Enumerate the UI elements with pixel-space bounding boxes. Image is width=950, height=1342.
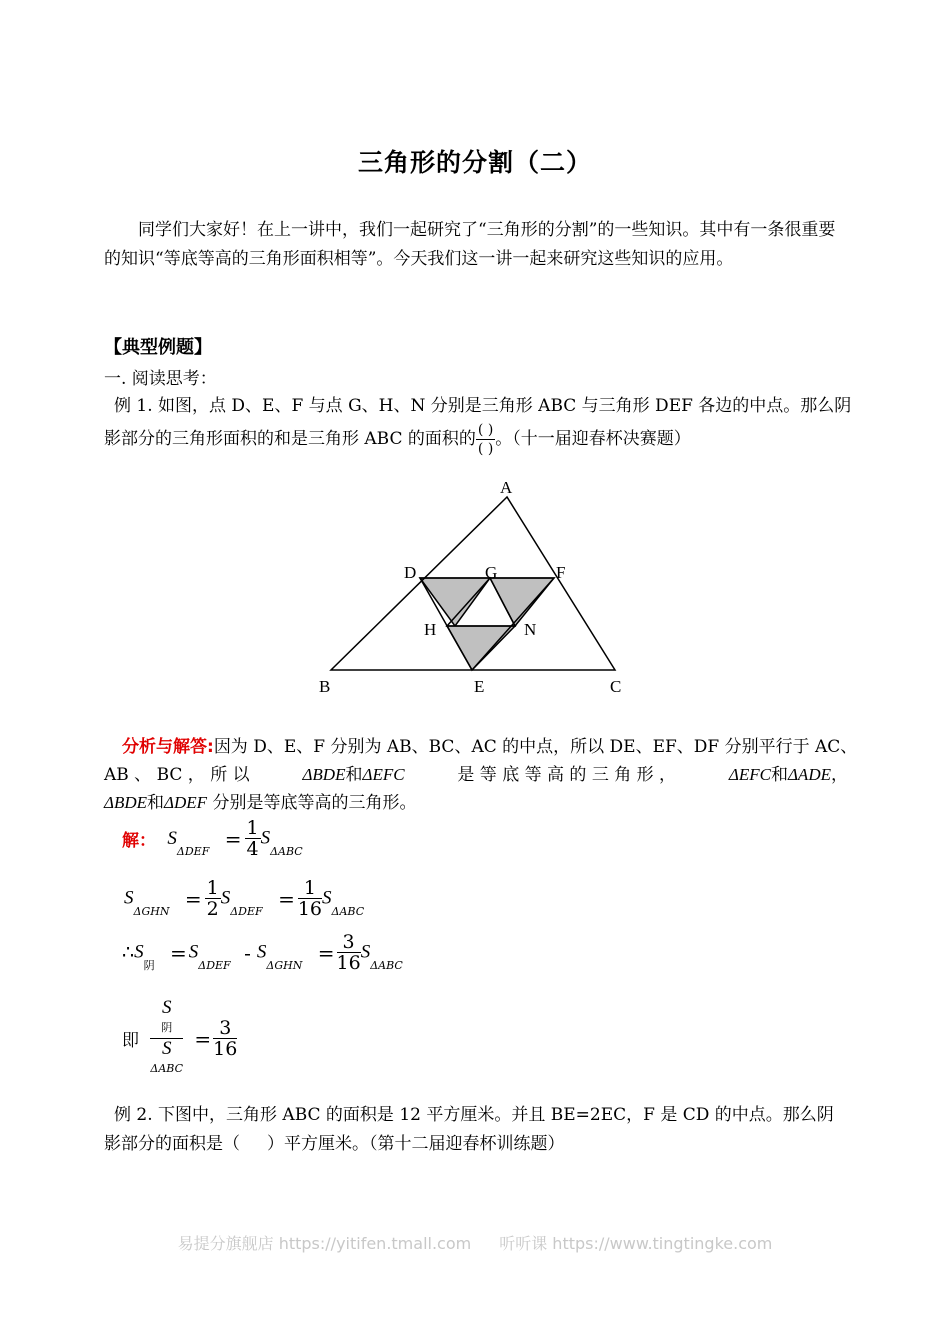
solution-eq2 xyxy=(124,878,364,919)
eq3-s3: S xyxy=(256,941,267,963)
tri-ade: ΔADE xyxy=(787,765,831,784)
page-title: 三角形的分割（二） xyxy=(357,148,592,177)
example2-line1: 例 2. 下图中，三角形 ABC 的面积是 12 平方厘米。并且 BE=2EC，F 是 CD 的中点。那么阴 xyxy=(114,1105,834,1125)
he-2: 和 xyxy=(770,765,788,785)
eq3-sub3: ΔGHN xyxy=(266,959,303,972)
label-B: B xyxy=(319,677,331,696)
eq3-s4: S xyxy=(360,941,371,963)
shaded-triangle-dgh xyxy=(420,578,490,626)
label-N: N xyxy=(524,620,537,639)
eq3-fraction: $\frac{3}{16}$ xyxy=(336,931,361,974)
analysis-text-3: 分别是等底等高的三角形。 xyxy=(212,793,417,813)
eq4-top-sub: 阴 xyxy=(161,1021,173,1034)
example1-line2-suffix: 。（十一届迎春杯决赛题） xyxy=(495,429,691,449)
tri-efc-2: ΔEFC xyxy=(728,765,771,784)
eq3-minus: - xyxy=(244,940,251,965)
tri-bde-2: ΔBDE xyxy=(104,793,148,812)
label-E: E xyxy=(474,677,485,696)
example1-line2-prefix: 影部分的三角形面积的和是三角形 ABC 的面积的 xyxy=(104,429,476,449)
tri-bde: ΔBDE xyxy=(302,765,346,784)
solution-label: 解： xyxy=(122,831,156,851)
footer-left[interactable]: 易提分旗舰店 https://yitifen.tmall.com xyxy=(177,1234,472,1253)
eq3-sub1: 阴 xyxy=(143,959,155,972)
analysis-text-1: 因为 D、E、F 分别为 AB、BC、AC 的中点，所以 DE、EF、DF 分别平行于 AC、 xyxy=(213,737,858,757)
eq2-s: S xyxy=(124,887,134,909)
intro-paragraph: 同学们大家好！在上一讲中，我们一起研究了“三角形的分割”的一些知识。其中有一条很重要的知识“等底等高的三角形面积相等”。今天我们这一讲一起来研究这些知识的应用。 xyxy=(104,220,836,269)
eq4-s-bottom: S xyxy=(161,1038,172,1059)
footer xyxy=(0,1231,950,1254)
eq2-sub3: ΔABC xyxy=(331,905,365,918)
eq1-s2: S xyxy=(260,827,271,849)
analysis-line1 xyxy=(122,732,857,757)
eq4-equals: = xyxy=(194,1026,212,1051)
analysis-line2 xyxy=(104,760,848,785)
shaded-triangle-gfn xyxy=(490,578,554,626)
triangle-figure xyxy=(300,470,650,700)
tri-efc: ΔEFC xyxy=(362,765,405,784)
eq3-s2: S xyxy=(188,941,199,963)
sub-heading: 一. 阅读思考： xyxy=(104,369,217,389)
eq1-sub1: ΔDEF xyxy=(176,845,210,858)
analysis-label: 分析与解答: xyxy=(122,737,214,757)
he-3: 和 xyxy=(147,793,165,813)
eq3-sub4: ΔABC xyxy=(370,959,403,972)
label-A: A xyxy=(500,478,513,497)
eq4-ji: 即 xyxy=(122,1031,139,1051)
label-D: D xyxy=(404,563,417,582)
eq1-s: S xyxy=(167,827,177,849)
analysis-text-2b: 是 等 底 等 高 的 三 角 形 ， xyxy=(457,765,677,785)
label-F: F xyxy=(556,563,566,582)
eq3-equals-2: = xyxy=(317,940,335,965)
eq1-fraction: $\frac{1}{4}$ xyxy=(246,817,259,860)
eq3-s: S xyxy=(134,941,144,963)
solution-eq3 xyxy=(122,932,403,973)
label-H: H xyxy=(424,620,437,639)
eq3-equals-1: = xyxy=(170,940,187,965)
comma: ， xyxy=(830,765,848,785)
eq4-s-top: S xyxy=(161,997,172,1018)
example1-line2 xyxy=(104,421,691,458)
eq2-s3: S xyxy=(322,887,332,909)
example2-line2: 影部分的面积是（ ）平方厘米。（第十二届迎春杯训练题） xyxy=(104,1134,565,1154)
he-1: 和 xyxy=(345,765,363,785)
eq2-fraction-2: $\frac{1}{16}$ xyxy=(297,877,323,920)
eq3-sub2: ΔDEF xyxy=(198,959,231,972)
tri-def: ΔDEF xyxy=(164,793,208,812)
example1-line1: 例 1. 如图，点 D、E、F 与点 G、H、N 分别是三角形 ABC 与三角形 DEF 各边的中点。那么阴 xyxy=(114,396,852,416)
eq2-equals-1: = xyxy=(184,886,202,911)
blank-fraction: $\frac{( )}{( )}$ xyxy=(477,422,494,457)
solution-eq4 xyxy=(122,998,237,1079)
analysis-line3 xyxy=(104,788,416,813)
analysis-text-2a: AB 、 BC ， 所 以 xyxy=(104,765,250,785)
eq2-fraction-1: $\frac{1}{2}$ xyxy=(206,877,219,920)
footer-right[interactable]: 听听课 https://www.tingtingke.com xyxy=(499,1234,773,1253)
section-heading: 【典型例题】 xyxy=(104,337,212,358)
therefore-symbol: ∴ xyxy=(122,941,135,964)
eq4-ratio xyxy=(150,998,183,1079)
eq2-equals-2: = xyxy=(278,886,295,911)
solution-eq1 xyxy=(122,818,303,859)
eq4-bottom-sub: ΔABC xyxy=(150,1062,183,1075)
eq2-sub2: ΔDEF xyxy=(230,905,263,918)
eq1-equals: = xyxy=(224,826,242,851)
eq4-fraction: $\frac{3}{16}$ xyxy=(213,1017,238,1060)
label-C: C xyxy=(610,677,622,696)
label-G: G xyxy=(485,563,498,582)
eq2-s2: S xyxy=(220,887,231,909)
eq2-sub1: ΔGHN xyxy=(133,905,170,918)
eq1-sub2: ΔABC xyxy=(270,845,303,858)
